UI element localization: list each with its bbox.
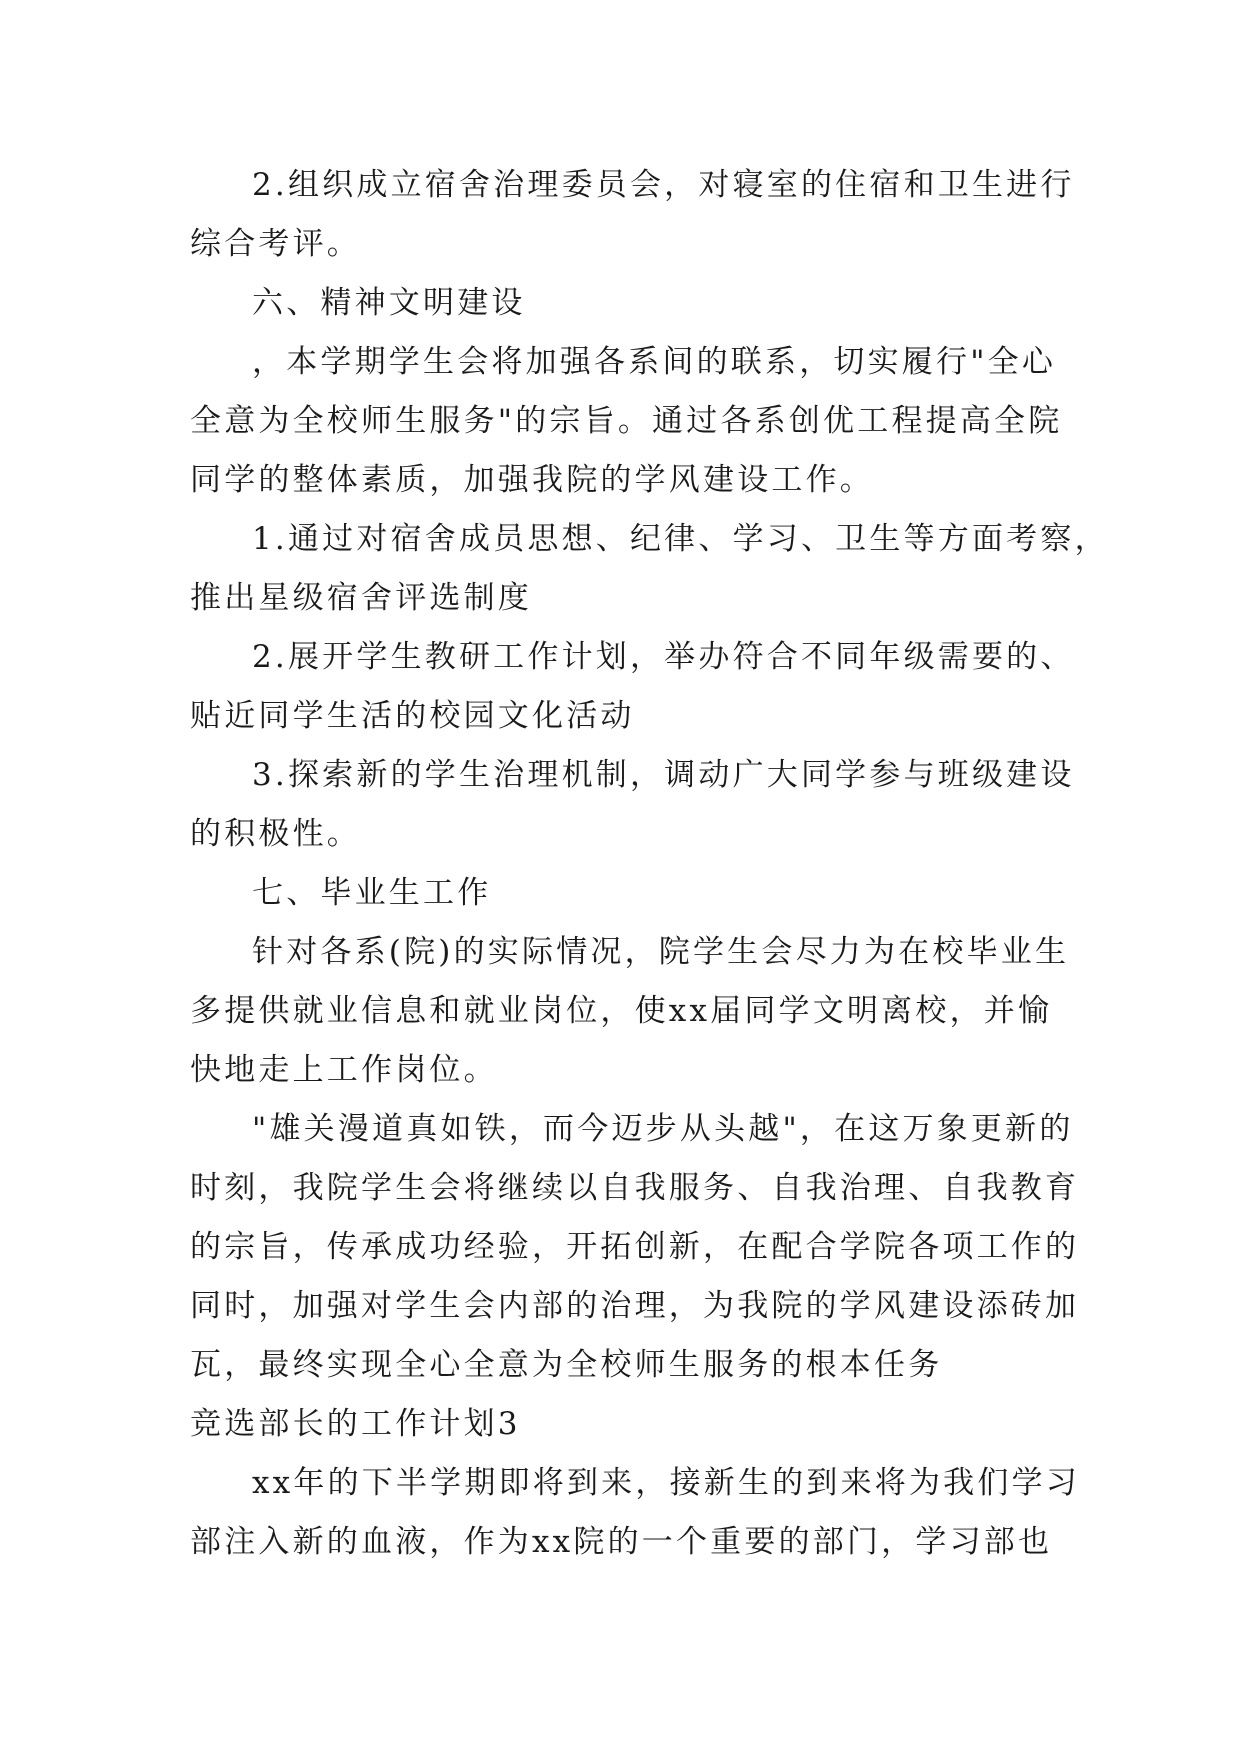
paragraph-line: 多提供就业信息和就业岗位，使xx届同学文明离校，并愉 — [190, 993, 1053, 1029]
paragraph-line: xx年的下半学期即将到来，接新生的到来将为我们学习 — [252, 1465, 1080, 1501]
section-heading: 六、精神文明建设 — [252, 285, 526, 321]
paragraph-line: 贴近同学生活的校园文化活动 — [190, 698, 635, 734]
paragraph-line: 推出星级宿舍评选制度 — [190, 580, 532, 616]
paragraph-line: 同时，加强对学生会内部的治理，为我院的学风建设添砖加 — [190, 1288, 1080, 1324]
paragraph-line: ，本学期学生会将加强各系间的联系，切实履行"全心 — [252, 344, 1057, 380]
paragraph-line: 2.展开学生教研工作计划，举办符合不同年级需要的、 — [252, 639, 1075, 675]
paragraph-line: 部注入新的血液，作为xx院的一个重要的部门，学习部也 — [190, 1524, 1053, 1560]
paragraph-line: 2.组织成立宿舍治理委员会，对寝室的住宿和卫生进行 — [252, 167, 1075, 203]
paragraph-line: 全意为全校师生服务"的宗旨。通过各系创优工程提高全院 — [190, 403, 1063, 439]
paragraph-line: 时刻，我院学生会将继续以自我服务、自我治理、自我教育 — [190, 1170, 1080, 1206]
paragraph-line: 快地走上工作岗位。 — [190, 1052, 498, 1088]
paragraph-line: 针对各系(院)的实际情况，院学生会尽力为在校毕业生 — [252, 934, 1070, 970]
paragraph-line: 的宗旨，传承成功经验，开拓创新，在配合学院各项工作的 — [190, 1229, 1080, 1265]
paragraph-line: 3.探索新的学生治理机制，调动广大同学参与班级建设 — [252, 757, 1075, 793]
document-title: 竞选部长的工作计划3 — [190, 1406, 521, 1442]
paragraph-line: 瓦，最终实现全心全意为全校师生服务的根本任务 — [190, 1347, 943, 1383]
paragraph-line: 1.通过对宿舍成员思想、纪律、学习、卫生等方面考察， — [252, 521, 1109, 557]
paragraph-line: 的积极性。 — [190, 816, 361, 852]
section-heading: 七、毕业生工作 — [252, 875, 492, 911]
paragraph-line: "雄关漫道真如铁，而今迈步从头越"，在这万象更新的 — [252, 1111, 1074, 1147]
paragraph-line: 综合考评。 — [190, 226, 361, 262]
paragraph-line: 同学的整体素质，加强我院的学风建设工作。 — [190, 462, 874, 498]
